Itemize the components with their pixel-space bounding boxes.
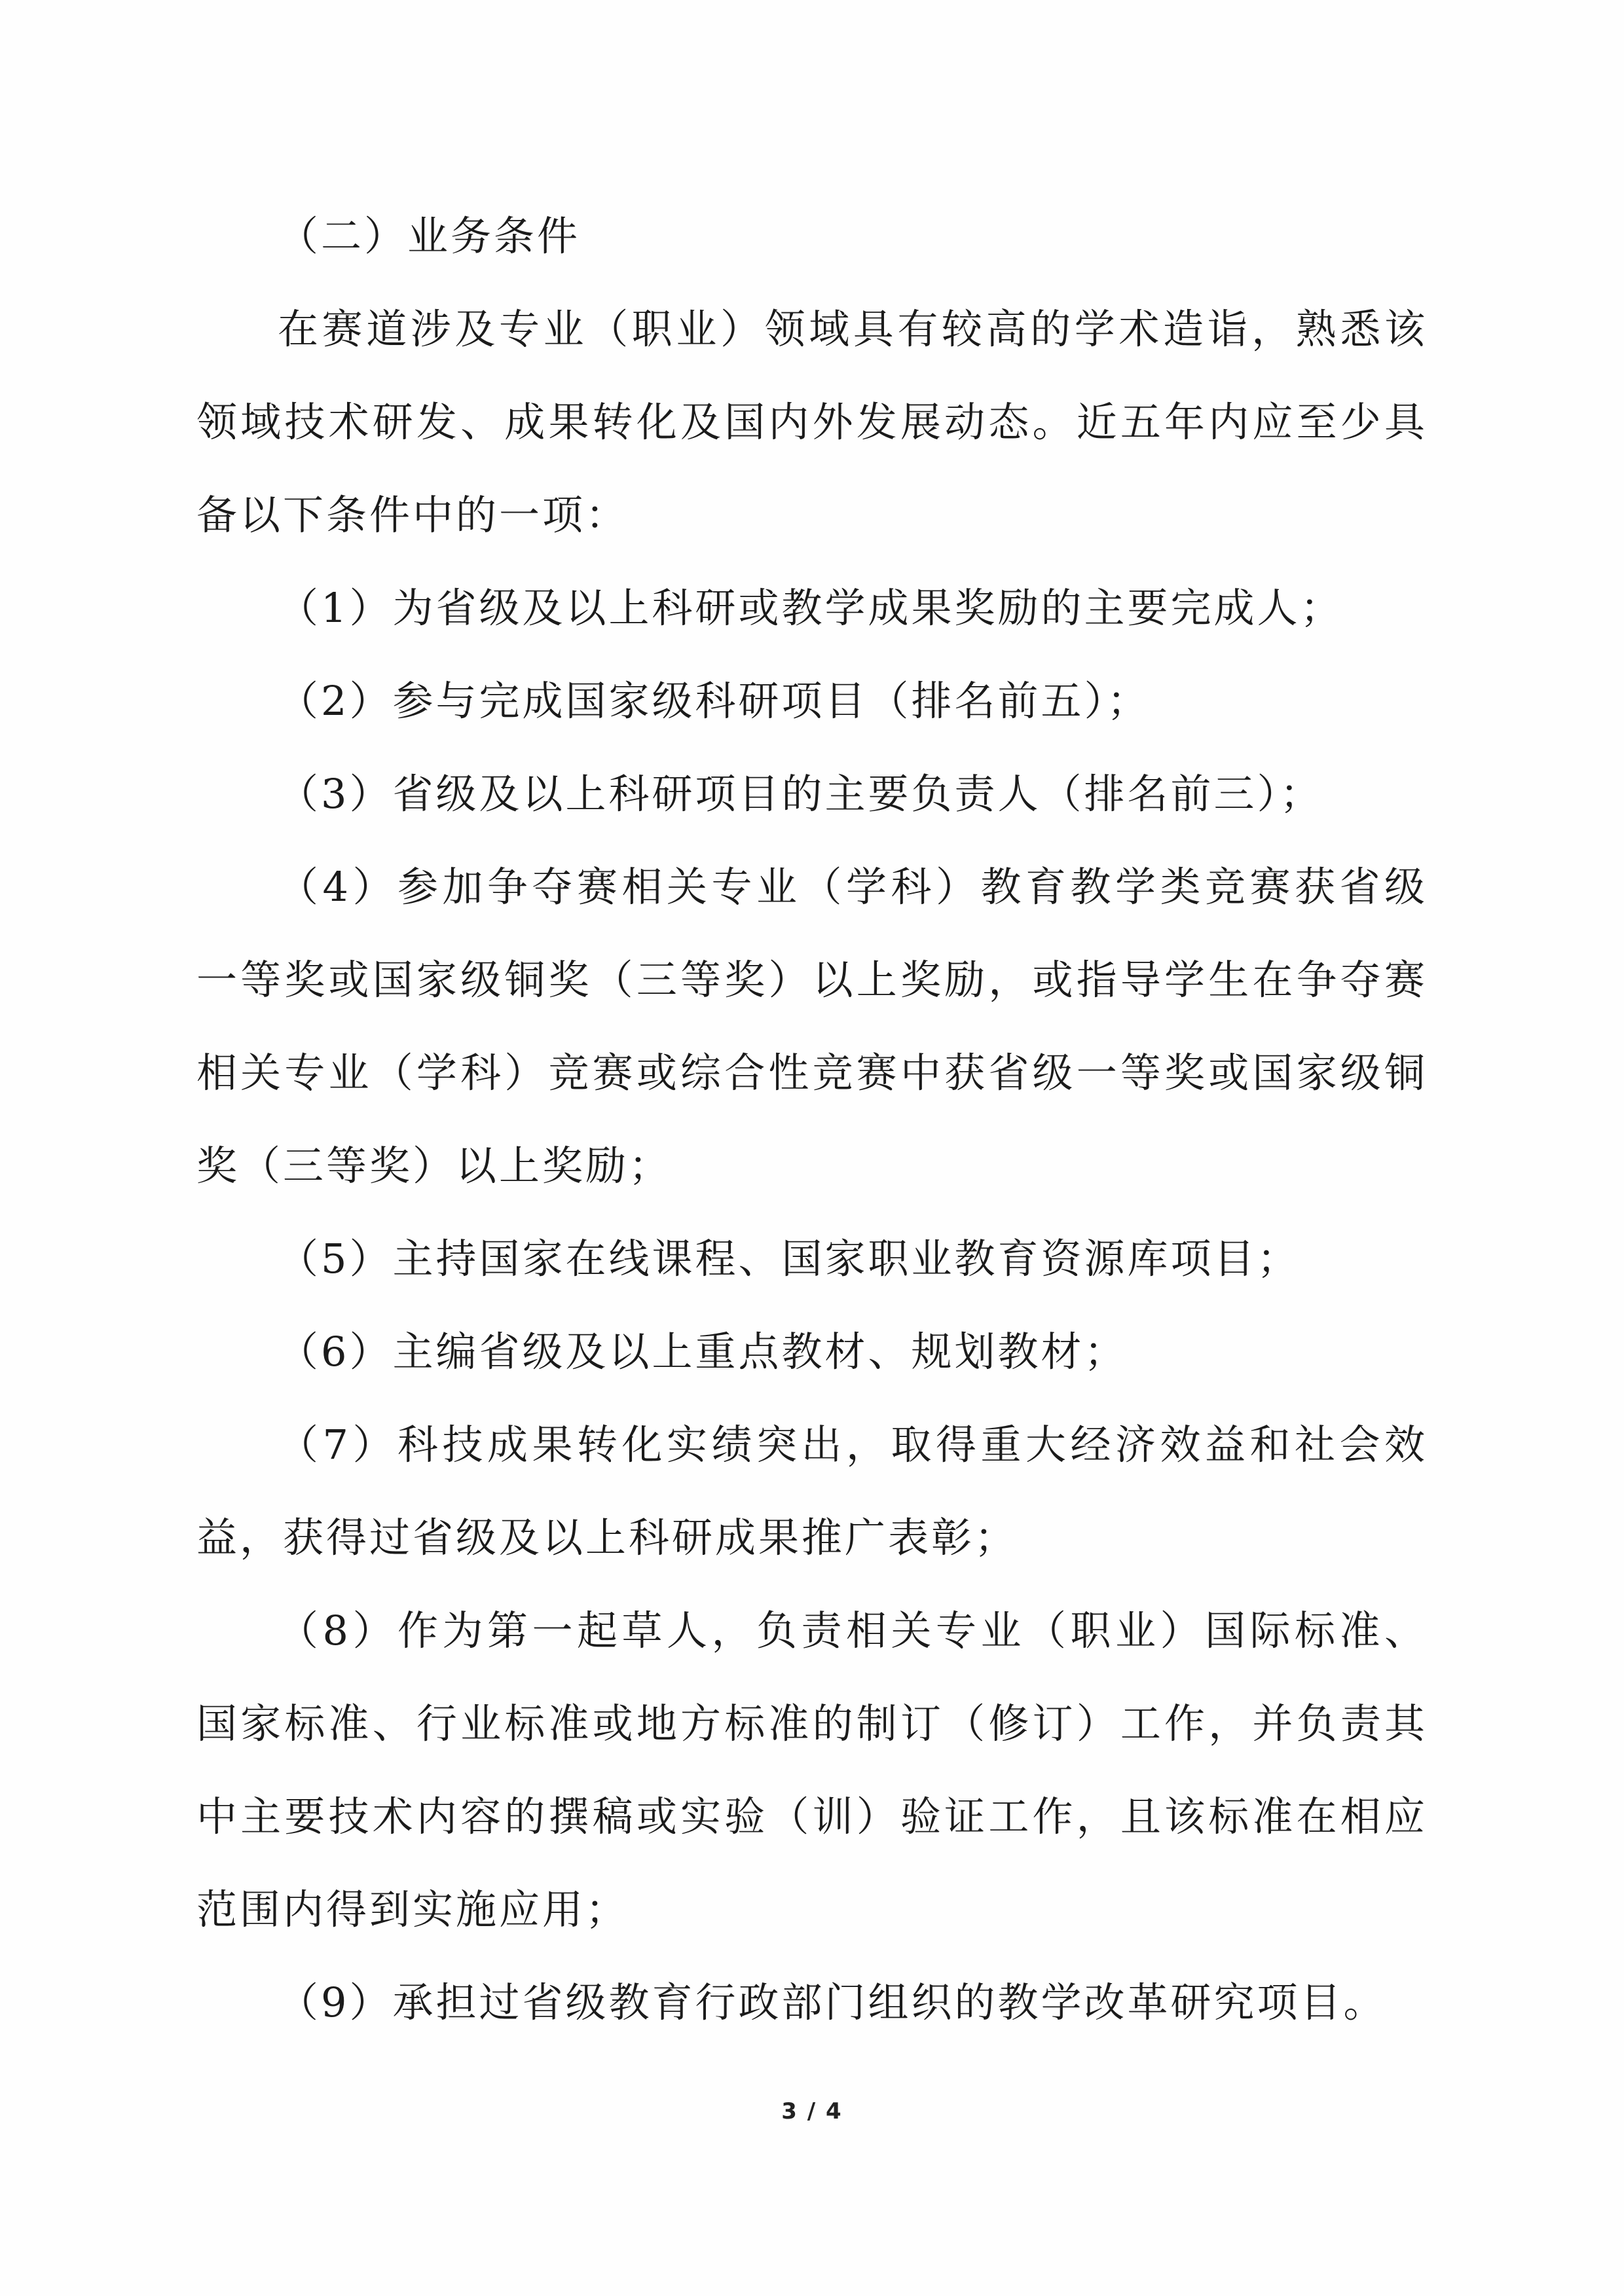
section-heading: （二）业务条件 [278,212,581,260]
condition-item-8: （8）作为第一起草人，负责相关专业（职业）国际标准、国家标准、行业标准或地方标准的制订（修订）工作，并负责其中主要技术内容的撰稿或实验（训）验证工作，且该标准在相应范围内得到实施应用； [196,1607,1428,1933]
intro-paragraph: 在赛道涉及专业（职业）领域具有较高的学术造诣，熟悉该领域技术研发、成果转化及国内外发展动态。近五年内应至少具备以下条件中的一项： [196,305,1428,539]
condition-item-6: （6）主编省级及以上重点教材、规划教材； [278,1328,1128,1376]
document-body [196,190,1428,2049]
condition-item-5: （5）主持国家在线课程、国家职业教育资源库项目； [278,1235,1301,1283]
page-number: 3 / 4 [781,2098,843,2124]
condition-item-1: （1）为省级及以上科研或教学成果奖励的主要完成人； [278,584,1344,632]
condition-item-2: （2）参与完成国家级科研项目（排名前五）； [278,677,1151,725]
condition-item-4: （4）参加争夺赛相关专业（学科）教育教学类竞赛获省级一等奖或国家级铜奖（三等奖）以上奖励，或指导学生在争夺赛相关专业（学科）竞赛或综合性竞赛中获省级一等奖或国家级铜奖（三等奖）以上奖励； [196,863,1428,1190]
condition-item-3: （3）省级及以上科研项目的主要负责人（排名前三）； [278,770,1323,818]
condition-item-9: （9）承担过省级教育行政部门组织的教学改革研究项目。 [278,1978,1387,2026]
condition-item-7: （7）科技成果转化实绩突出，取得重大经济效益和社会效益，获得过省级及以上科研成果推广表彰； [196,1421,1428,1561]
